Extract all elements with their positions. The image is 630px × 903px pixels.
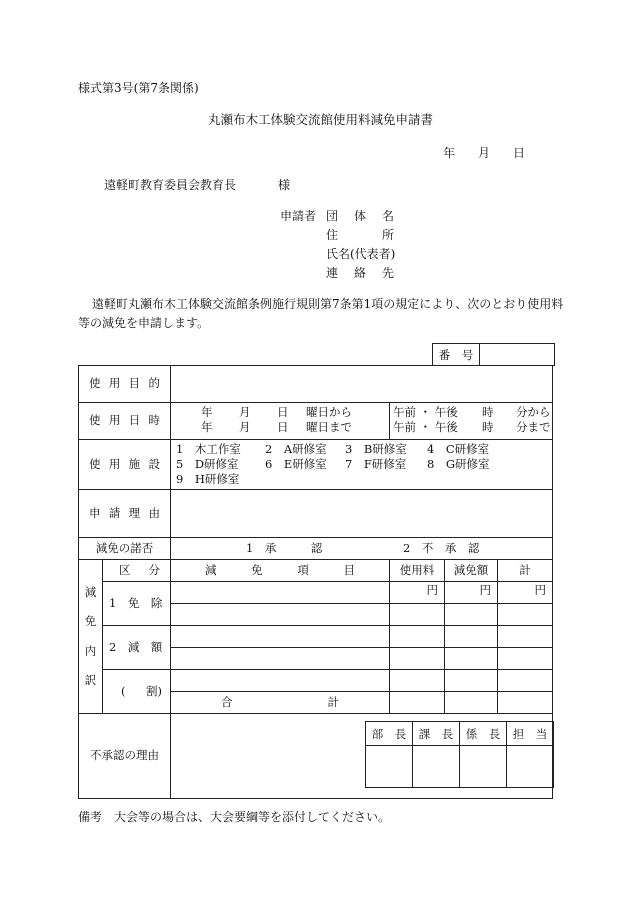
detail-row (79, 582, 553, 604)
col-total: 計 (498, 560, 553, 582)
sum-fee-cell[interactable] (390, 692, 445, 714)
applicant-contact-char: 連 (326, 266, 339, 280)
detail-row (79, 670, 553, 692)
stamp-box[interactable] (460, 746, 507, 788)
stamp-box[interactable] (366, 746, 413, 788)
row-reason (79, 490, 553, 538)
stamp-box[interactable] (507, 746, 554, 788)
detail-item-cell[interactable] (171, 626, 390, 648)
reduce-category: 2 減 額 (103, 626, 171, 670)
detail-reduction-cell[interactable] (445, 626, 498, 648)
detail-reduction-cell[interactable] (445, 648, 498, 670)
col-kubun: 区 分 (103, 560, 171, 582)
detail-reduction-cell[interactable]: 円 (445, 582, 498, 604)
applicant-group-char: 体 (354, 209, 367, 223)
datetime-date-cell[interactable] (171, 403, 390, 440)
addressee-name: 遠軽町教育委員会教育長 (104, 178, 237, 192)
detail-reduction-cell[interactable] (445, 604, 498, 626)
dt-hour-1: 時 (482, 405, 494, 419)
detail-row (79, 626, 553, 648)
approver-label: 係 長 (460, 722, 507, 746)
dt-ampm-1: 午前 ・ 午後 (393, 405, 458, 419)
detail-fee-cell[interactable] (390, 626, 445, 648)
approver-label: 部 長 (366, 722, 413, 746)
stamp-box[interactable] (413, 746, 460, 788)
row-datetime (79, 403, 553, 440)
detail-fee-cell[interactable]: 円 (390, 582, 445, 604)
percent-cell[interactable]: ( 割) (103, 670, 171, 714)
dt-dow-2: 曜日まで (306, 420, 352, 434)
applicant-address-char: 住 (326, 228, 339, 242)
dt-day-2: 日 (277, 420, 289, 434)
detail-total-cell[interactable] (498, 626, 553, 648)
dt-min-2: 分まで (516, 420, 551, 434)
approval-label: 減免の諾否 (79, 538, 171, 560)
datetime-label: 使 用 日 時 (79, 403, 171, 440)
dt-min-1: 分から (516, 405, 551, 419)
detail-total-cell[interactable] (498, 648, 553, 670)
datetime-time-cell[interactable] (390, 403, 553, 440)
detail-fee-cell[interactable] (390, 670, 445, 692)
sum-reduction-cell[interactable] (445, 692, 498, 714)
applicant-name-label: 氏名(代表者) (326, 247, 396, 261)
body-text-line1: 遠軽町丸瀬布木工体験交流館条例施行規則第7条第1項の規定により、次のとおり使用料 (92, 297, 564, 311)
exempt-category: 1 免 除 (103, 582, 171, 626)
number-box (432, 343, 555, 366)
detail-side-label: 減 免 内 訳 (79, 560, 103, 714)
col-item: 減 免 項 目 (171, 560, 390, 582)
facility-option[interactable]: 2 A研修室 (265, 441, 327, 456)
dt-year-1: 年 (201, 405, 213, 419)
body-text-line2: 等の減免を申請します。 (78, 316, 210, 330)
purpose-label: 使 用 目 的 (79, 366, 171, 403)
form-number: 様式第3号(第7条関係) (78, 81, 199, 95)
applicant-contact-char: 絡 (354, 266, 367, 280)
dt-year-2: 年 (201, 420, 213, 434)
sum-total-cell[interactable] (498, 692, 553, 714)
detail-header-row (79, 560, 553, 582)
col-reduction: 減免額 (445, 560, 498, 582)
date-year: 年 (443, 146, 456, 160)
sum-label: 合 計 (171, 692, 390, 714)
date-day: 日 (513, 146, 526, 160)
facility-option[interactable]: 9 H研修室 (176, 471, 240, 486)
reason-value[interactable] (171, 490, 553, 538)
applicant-address-char: 所 (382, 228, 395, 242)
facility-label: 使 用 施 設 (79, 440, 171, 490)
remark-note: 備考 大会等の場合は、大会要綱等を添付してください。 (78, 810, 391, 824)
purpose-value[interactable] (171, 366, 553, 403)
number-value[interactable] (480, 344, 555, 366)
dt-day-1: 日 (277, 405, 289, 419)
reject-option[interactable]: 2 不 承 認 (403, 540, 480, 555)
number-label: 番 号 (433, 344, 480, 366)
detail-reduction-cell[interactable] (445, 670, 498, 692)
applicant-contact-char: 先 (382, 266, 395, 280)
facility-options[interactable] (171, 440, 553, 490)
detail-total-cell[interactable] (498, 604, 553, 626)
approver-label: 課 長 (413, 722, 460, 746)
approver-stamp-boxes (365, 721, 554, 788)
detail-item-cell[interactable] (171, 648, 390, 670)
detail-total-cell[interactable] (498, 670, 553, 692)
applicant-label: 申請者 (280, 209, 317, 223)
detail-fee-cell[interactable] (390, 648, 445, 670)
approver-label: 担 当 (507, 722, 554, 746)
approve-option[interactable]: 1 承 認 (246, 540, 323, 555)
detail-item-cell[interactable] (171, 670, 390, 692)
dt-ampm-2: 午前 ・ 午後 (393, 420, 458, 434)
col-fee: 使用料 (390, 560, 445, 582)
applicant-group-char: 団 (326, 209, 339, 223)
row-facility (79, 440, 553, 490)
dt-month-2: 月 (239, 420, 251, 434)
row-purpose (79, 366, 553, 403)
dt-dow-1: 曜日から (306, 405, 352, 419)
detail-item-cell[interactable] (171, 582, 390, 604)
date-month: 月 (478, 146, 491, 160)
facility-option[interactable]: 1 木工作室 (176, 441, 241, 456)
facility-option[interactable]: 8 G研修室 (427, 456, 490, 471)
addressee-honorific: 様 (278, 178, 291, 192)
facility-option[interactable]: 6 E研修室 (265, 456, 327, 471)
document-title: 丸瀬布木工体験交流館使用料減免申請書 (208, 112, 434, 127)
dt-hour-2: 時 (482, 420, 494, 434)
facility-option[interactable]: 7 F研修室 (345, 456, 407, 471)
detail-fee-cell[interactable] (390, 604, 445, 626)
approval-options (171, 538, 553, 560)
facility-option[interactable]: 5 D研修室 (176, 456, 239, 471)
detail-item-cell[interactable] (171, 604, 390, 626)
dt-month-1: 月 (239, 405, 251, 419)
reason-label: 申 請 理 由 (79, 490, 171, 538)
applicant-group-char: 名 (382, 209, 395, 223)
rejection-label: 不承認の理由 (79, 714, 171, 799)
row-approval (79, 538, 553, 560)
detail-total-cell[interactable]: 円 (498, 582, 553, 604)
facility-option[interactable]: 3 B研修室 (345, 441, 407, 456)
facility-option[interactable]: 4 C研修室 (427, 441, 490, 456)
